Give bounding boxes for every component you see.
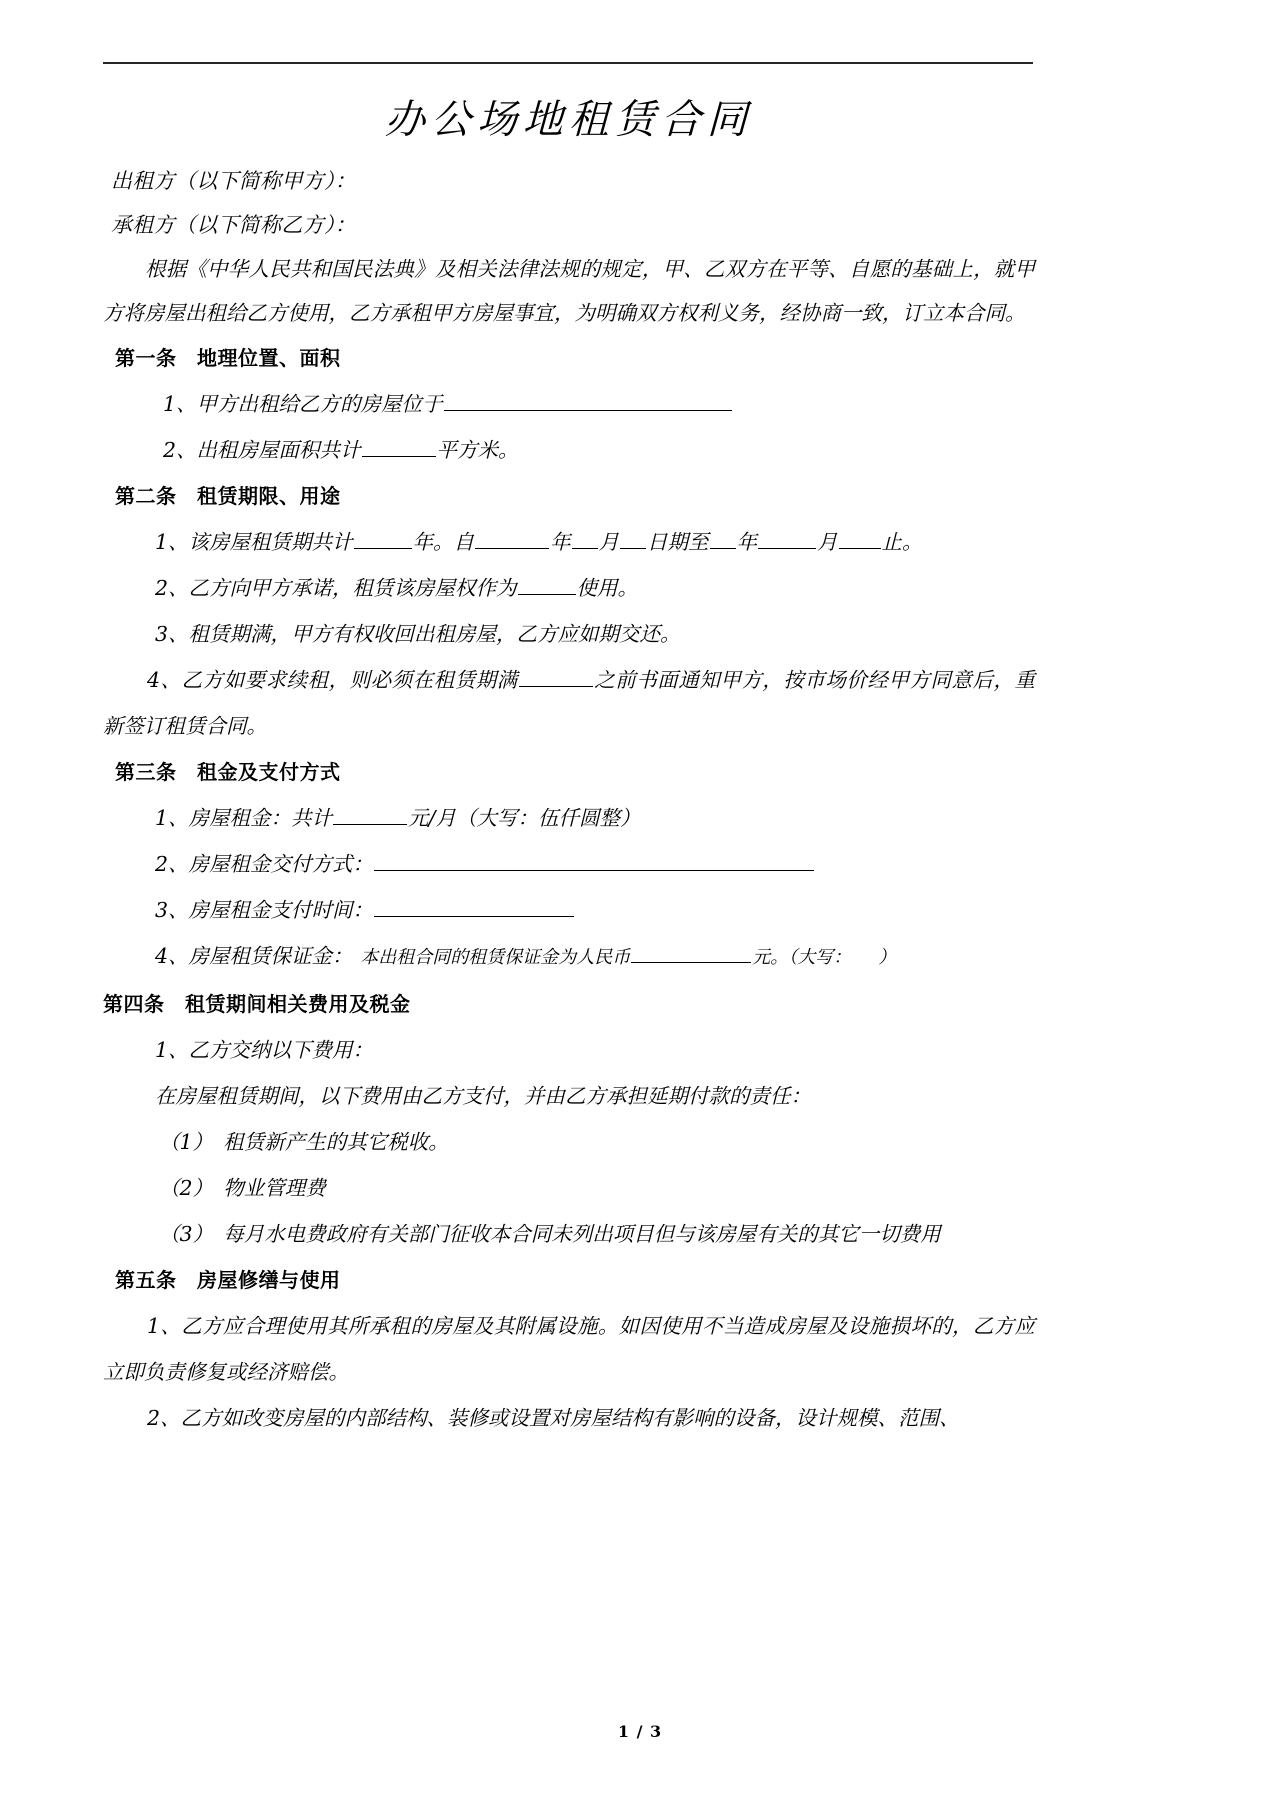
clause5-item2: 2、乙方如改变房屋的内部结构、装修或设置对房屋结构有影响的设备，设计规模、范围、: [147, 1405, 960, 1430]
clause1-item2: [103, 427, 1035, 473]
lessee-line: 承租方（以下简称乙方）：: [111, 212, 357, 237]
clause2-seg6: 年: [736, 529, 758, 554]
clause3-item1: [103, 795, 1035, 841]
clause-heading-5: 第五条 房屋修缮与使用: [115, 1267, 341, 1292]
blank-end-year[interactable]: [710, 527, 736, 549]
blank-property-location[interactable]: [444, 389, 732, 411]
clause2-seg5: 日期至: [647, 529, 709, 554]
clause5-item1: 1、乙方应合理使用其所承租的房屋及其附属设施。如因使用不当造成房屋及设施损坏的，乙方应立即负责修复或经济赔偿。: [103, 1313, 1035, 1384]
clause2-seg3: 年: [550, 529, 571, 554]
blank-monthly-rent[interactable]: [333, 803, 407, 825]
clause3-item1-prefix: 1、房屋租金：共计: [155, 805, 333, 830]
clause1-item2-prefix: 2、出租房屋面积共计: [163, 437, 361, 462]
blank-start-month[interactable]: [572, 527, 598, 549]
blank-property-area[interactable]: [362, 435, 436, 457]
clause3-item4-mid: 本出租合同的租赁保证金为人民币: [342, 946, 631, 968]
clause3-item3: [103, 887, 1035, 933]
blank-start-year[interactable]: [475, 527, 549, 549]
blank-end-month[interactable]: [758, 527, 816, 549]
clause2-item1: [103, 519, 1035, 565]
page-number-footer: 1 / 3: [617, 1722, 663, 1741]
clause2-item2-suffix: 使用。: [576, 575, 639, 600]
blank-deposit-amount[interactable]: [631, 941, 751, 963]
clause3-item4-suffix: 元。（大写： ）: [752, 946, 897, 968]
clause2-item2-prefix: 2、乙方向甲方承诺，租赁该房屋权作为: [155, 575, 517, 600]
blank-renewal-notice-period[interactable]: [519, 665, 593, 687]
clause2-item3: 3、租赁期满，甲方有权收回出租房屋，乙方应如期交还。: [155, 621, 681, 646]
blank-property-usage[interactable]: [518, 573, 576, 595]
clause3-item2-prefix: 2、房屋租金交付方式：: [155, 851, 374, 876]
clause2-item4-suffix: 之前书面通知甲方，按市场价经甲方同意后，重新签订租赁合同。: [103, 667, 1036, 738]
blank-lease-years[interactable]: [354, 527, 412, 549]
clause1-item1: [103, 381, 1035, 427]
clause2-seg2: 年。自: [412, 529, 475, 554]
clause3-item1-suffix: 元/月（大写：伍仟圆整）: [408, 805, 641, 830]
clause2-seg1: 1、该房屋租赁期共计: [155, 529, 353, 554]
header-divider-rule: [103, 62, 1033, 64]
clause3-item4: [103, 933, 1035, 981]
clause2-seg7: 月: [817, 529, 838, 554]
clause2-item2: [103, 565, 1035, 611]
blank-payment-method[interactable]: [374, 849, 814, 871]
preamble-paragraph: 根据《中华人民共和国民法典》及相关法律法规的规定，甲、乙双方在平等、自愿的基础上，就甲方将房屋出租给乙方使用，乙方承租甲方房屋事宜，为明确双方权利义务，经协商一致，订立本合同。: [103, 256, 1035, 325]
clause1-item1-text: 1、甲方出租给乙方的房屋位于: [163, 391, 443, 416]
page-title: 办公场地租赁合同: [384, 97, 754, 143]
clause4-item3: （1） 租赁新产生的其它税收。: [159, 1129, 449, 1154]
clause1-item2-suffix: 平方米。: [436, 437, 519, 462]
blank-end-day[interactable]: [839, 527, 881, 549]
clause3-item3-prefix: 3、房屋租金支付时间：: [155, 897, 374, 922]
lessor-line: 出租方（以下简称甲方）：: [111, 168, 357, 193]
clause4-item1: 1、乙方交纳以下费用：: [155, 1037, 374, 1062]
document-body: [103, 96, 1035, 1441]
clause3-item2: [103, 841, 1035, 887]
clause-heading-1: 第一条 地理位置、面积: [115, 345, 341, 370]
clause4-item2: 在房屋租赁期间，以下费用由乙方支付，并由乙方承担延期付款的责任：: [155, 1083, 811, 1108]
clause2-item4: [103, 657, 1035, 749]
blank-start-day[interactable]: [620, 527, 646, 549]
clause2-seg8: 止。: [881, 529, 923, 554]
clause-heading-4: 第四条 租赁期间相关费用及税金: [103, 991, 411, 1016]
clause2-seg4: 月: [598, 529, 620, 554]
clause-heading-2: 第二条 租赁期限、用途: [115, 483, 341, 508]
clause3-item4-prefix: 4、房屋租赁保证金：: [155, 943, 343, 968]
blank-payment-time[interactable]: [374, 895, 574, 917]
clause-heading-3: 第三条 租金及支付方式: [115, 759, 341, 784]
clause4-item4: （2） 物业管理费: [159, 1175, 326, 1200]
clause4-item5: （3） 每月水电费政府有关部门征收本合同未列出项目但与该房屋有关的其它一切费用: [159, 1221, 941, 1246]
clause2-item4-prefix: 4、乙方如要求续租，则必须在租赁期满: [147, 667, 518, 692]
